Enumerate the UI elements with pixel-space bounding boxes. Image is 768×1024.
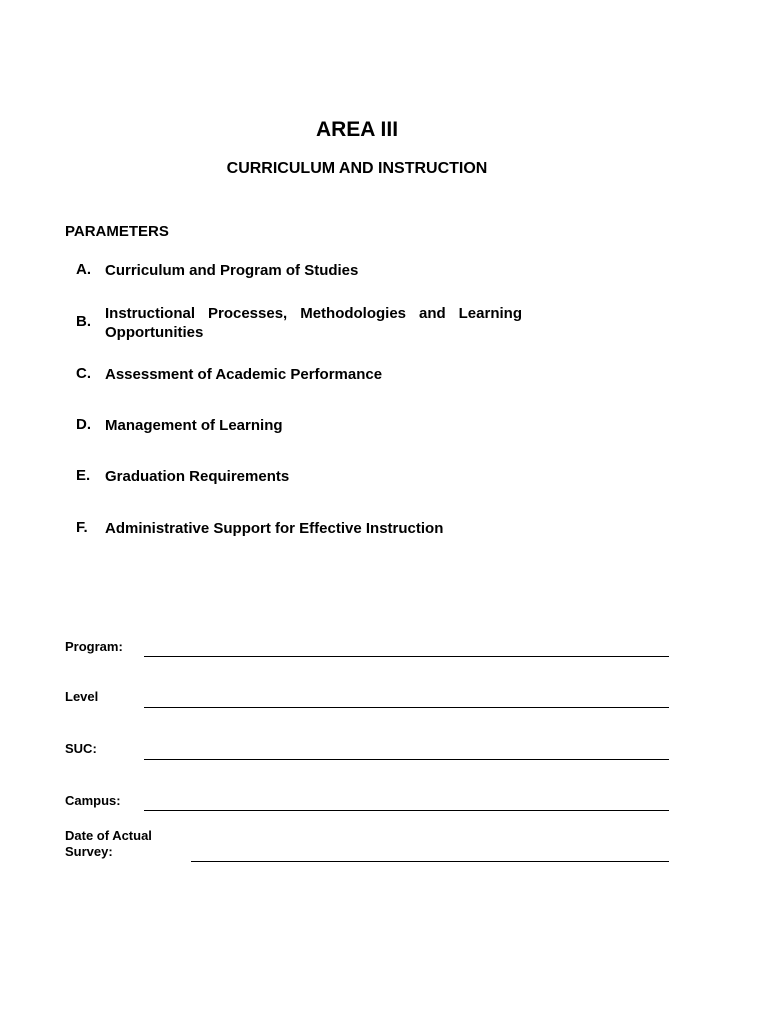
parameter-text: Assessment of Academic Performance	[105, 366, 383, 383]
suc-label: SUC:	[65, 741, 97, 756]
survey-date-label-line2: Survey:	[65, 844, 113, 859]
level-field[interactable]	[144, 707, 669, 708]
parameter-text: Graduation Requirements	[105, 468, 290, 485]
page-subtitle: CURRICULUM AND INSTRUCTION	[226, 160, 488, 177]
page-title: AREA III	[315, 118, 399, 141]
survey-date-label	[65, 828, 152, 860]
parameter-letter: E.	[76, 467, 91, 484]
survey-date-field[interactable]	[191, 861, 669, 862]
campus-field[interactable]	[144, 810, 669, 811]
program-field[interactable]	[144, 656, 669, 657]
parameter-letter: C.	[76, 365, 91, 382]
parameter-letter: F.	[76, 519, 88, 536]
parameters-heading: PARAMETERS	[65, 223, 169, 240]
parameter-letter: A.	[76, 261, 91, 278]
level-label: Level	[65, 689, 99, 704]
survey-date-label-line1: Date of Actual	[65, 828, 152, 843]
parameter-text: Instructional Processes, Methodologies and Learning Opportunities	[105, 305, 522, 341]
parameter-item-b	[76, 304, 522, 342]
campus-label: Campus:	[65, 793, 121, 808]
parameter-text: Curriculum and Program of Studies	[105, 262, 359, 279]
suc-field[interactable]	[144, 759, 669, 760]
parameter-text: Management of Learning	[105, 417, 283, 434]
parameter-text: Administrative Support for Effective Instruction	[105, 520, 444, 537]
parameter-letter: D.	[76, 416, 91, 433]
program-label: Program:	[65, 639, 123, 654]
parameter-letter: B.	[76, 313, 91, 330]
